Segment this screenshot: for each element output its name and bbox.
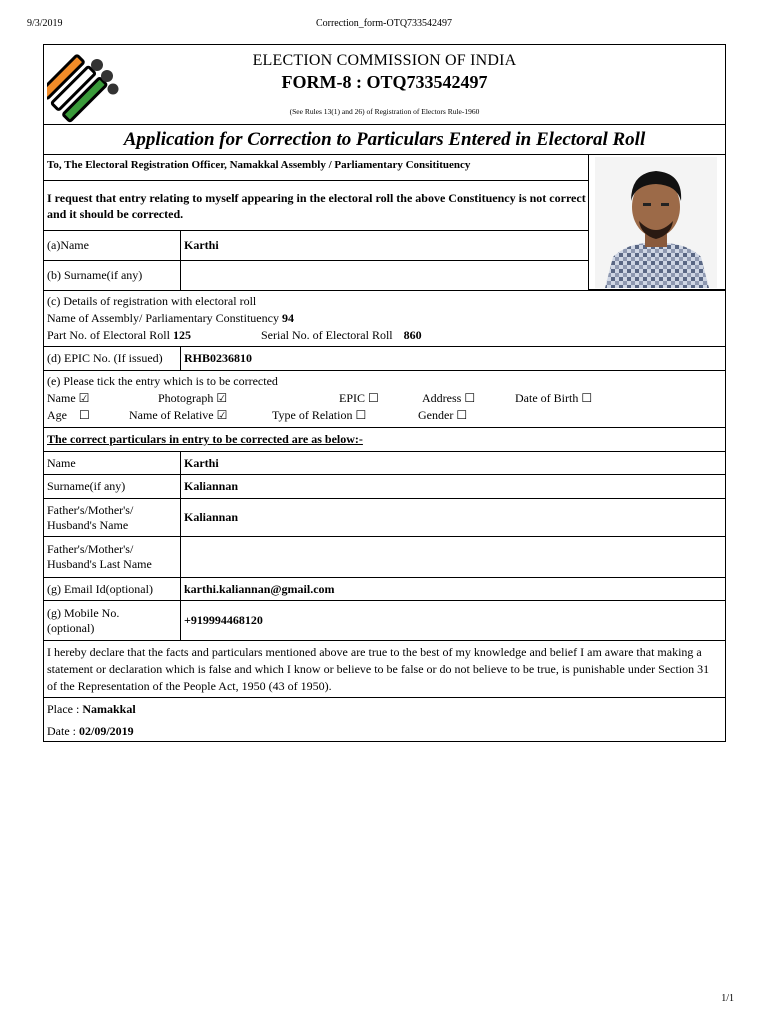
- epic-label: (d) EPIC No. (If issued): [44, 347, 181, 370]
- tick-epic: EPIC ☐: [339, 391, 379, 405]
- tick-gender: Gender ☐: [418, 408, 468, 422]
- print-date: 9/3/2019: [27, 18, 63, 29]
- serial-value: 860: [403, 328, 422, 342]
- constituency-line: [47, 311, 294, 326]
- tick-address: Address ☐: [422, 391, 476, 405]
- relative-name-label-line2: Husband's Name: [47, 517, 129, 532]
- serial-label: Serial No. of Electoral Roll: [261, 328, 393, 342]
- mobile-label-line2: (optional): [47, 620, 95, 635]
- tick-relative: Name of Relative ☑: [129, 408, 228, 422]
- form-number: FORM-8 : OTQ733542497: [281, 72, 488, 92]
- tick-name: Name ☑: [47, 391, 90, 405]
- part-value: 125: [172, 328, 191, 342]
- commission-name: ELECTION COMMISSION OF INDIA: [252, 52, 517, 69]
- email-value: karthi.kaliannan@gmail.com: [184, 581, 335, 596]
- tick-age: Age ☐: [47, 408, 90, 422]
- mobile-label-line1: (g) Mobile No.: [47, 605, 120, 620]
- date-label: Date :: [47, 724, 76, 738]
- applicant-surname-label: (b) Surname(if any): [44, 261, 181, 290]
- part-label: Part No. of Electoral Roll: [47, 328, 170, 342]
- tick-photograph: Photograph ☑: [158, 391, 228, 405]
- applicant-photo: [595, 157, 717, 288]
- epic-row: [44, 347, 725, 371]
- application-title-row: [44, 125, 725, 155]
- applicant-name-value: Karthi: [184, 238, 219, 252]
- correct-name-value: Karthi: [184, 455, 219, 470]
- print-title: Correction_form-OTQ733542497: [315, 18, 453, 29]
- correct-heading: The correct particulars in entry to be corrected are as below:-: [47, 432, 363, 446]
- constituency-label: Name of Assembly/ Parliamentary Constituency: [47, 311, 279, 325]
- to-line-row: [44, 155, 589, 181]
- tick-heading: (e) Please tick the entry which is to be corrected: [47, 374, 278, 388]
- request-text: I request that entry relating to myself appearing in the electoral roll the above Constituency is not correct and it should be corrected.: [47, 190, 586, 221]
- relative-last-name-label: [44, 537, 181, 577]
- epic-value: RHB0236810: [184, 351, 253, 365]
- tick-section: [44, 371, 725, 428]
- date-value: 02/09/2019: [79, 724, 134, 738]
- tick-dob: Date of Birth ☐: [515, 391, 593, 405]
- to-line: To, The Electoral Registration Officer, Namakkal Assembly / Parliamentary Consitituency: [47, 159, 471, 171]
- constituency-value: 94: [281, 311, 294, 325]
- correct-name-row: [44, 452, 725, 475]
- date-line: [47, 724, 134, 739]
- relative-last-name-value: [181, 537, 725, 577]
- application-title: Application for Correction to Particulars Entered in Electoral Roll: [123, 128, 646, 150]
- tick-relation: Type of Relation ☐: [272, 408, 367, 422]
- relative-last-name-label-line1: Father's/Mother's/: [47, 542, 134, 556]
- applicant-surname-row: [44, 261, 589, 290]
- declaration-row: [44, 641, 725, 698]
- place-line: [47, 702, 136, 717]
- mobile-value: +919994468120: [184, 613, 263, 627]
- relative-last-name-label-line2: Husband's Last Name: [47, 557, 152, 571]
- relative-name-label-line1: Father's/Mother's/: [47, 502, 134, 517]
- applicant-name-row: [44, 231, 589, 261]
- applicant-name-label: (a)Name: [44, 231, 181, 260]
- correct-heading-row: [44, 428, 725, 452]
- place-label: Place :: [47, 702, 80, 716]
- correct-surname-label: Surname(if any): [44, 475, 181, 498]
- request-row: [44, 181, 589, 231]
- applicant-surname-value: [181, 261, 589, 290]
- mobile-label: [44, 601, 181, 640]
- email-label: (g) Email Id(optional): [44, 578, 181, 600]
- correct-surname-row: [44, 475, 725, 499]
- place-value: Namakkal: [82, 702, 136, 716]
- rule-note: (See Rules 13(1) and 26) of Registration of Electors Rule-1960: [289, 107, 480, 116]
- page-number: 1/1: [721, 993, 734, 1004]
- correct-name-label: Name: [44, 452, 181, 474]
- email-row: [44, 578, 725, 601]
- registration-heading: (c) Details of registration with electoral roll: [47, 294, 257, 308]
- registration-section: [44, 291, 725, 347]
- relative-name-value: Kaliannan: [184, 510, 239, 524]
- part-line: [47, 328, 191, 343]
- correct-surname-value: Kaliannan: [184, 479, 239, 493]
- form-header: [44, 45, 725, 125]
- serial-line: [261, 328, 422, 343]
- declaration-text: I hereby declare that the facts and particulars mentioned above are true to the best of my knowledge and belief I am aware that making a statement or declaration which is false and which I know or believe to be false or do not believe to be true, is punishable under Section 31 of the Representation of the People Act, 1950 (43 of 1950).: [47, 645, 710, 693]
- relative-name-label: [44, 499, 181, 536]
- mobile-row: [44, 601, 725, 641]
- relative-last-name-row: [44, 537, 725, 578]
- relative-name-row: [44, 499, 725, 537]
- form-8: [43, 44, 726, 742]
